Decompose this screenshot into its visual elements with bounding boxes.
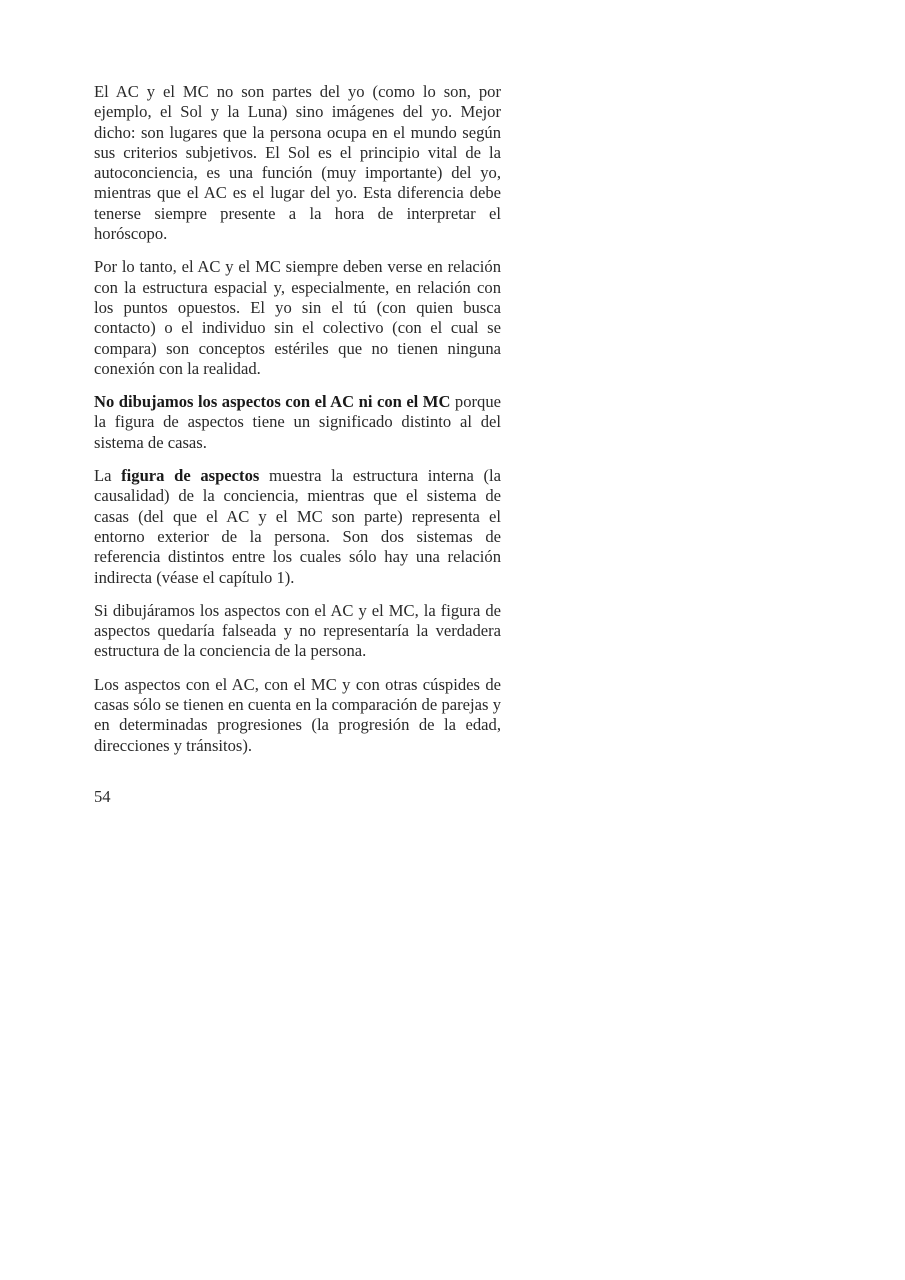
paragraph-5 [94, 601, 501, 662]
emphasis-term: figura de aspectos [121, 466, 260, 486]
paragraph-lead: La [94, 466, 122, 486]
paragraph-4 [94, 466, 501, 588]
paragraph-text: Si dibujáramos los aspectos con el AC y el MC, la figura de aspectos quedaría falseada y no representaría la verdadera estructura de la conciencia de la persona. [94, 600, 501, 661]
paragraph-2 [94, 257, 501, 379]
paragraph-6 [94, 675, 501, 756]
paragraph-text: Por lo tanto, el AC y el MC siempre deben verse en relación con la estructura espacial y, especialmente, en relación con los puntos opuestos. El yo sin el tú (con quien busca contacto) o el individuo sin el colectivo (con el cual se compara) son conceptos estériles que no tienen ninguna conexión con la realidad. [94, 257, 501, 378]
paragraph-text: Los aspectos con el AC, con el MC y con otras cúspides de casas sólo se tienen en cuenta en la comparación de parejas y en determinadas progresiones (la progresión de la edad, direcciones y tránsitos). [94, 674, 501, 755]
paragraph-3 [94, 392, 501, 453]
emphasis-heading: No dibujamos los aspectos con el AC ni con el MC [94, 392, 451, 412]
paragraph-text: muestra la estructura interna (la causalidad) de la conciencia, mientras que el sistema de casas (del que el AC y el MC son parte) representa el entorno exterior de la persona. Son dos sistemas de referencia distintos entre los cuales sólo hay una relación indirecta (véase el capítulo 1). [94, 466, 501, 587]
paragraph-1 [94, 82, 501, 244]
page-number: 54 [94, 787, 111, 806]
paragraph-text: El AC y el MC no son partes del yo (como lo son, por ejemplo, el Sol y la Luna) sino imágenes del yo. Mejor dicho: son lugares que la persona ocupa en el mundo según sus criterios subjetivos. El Sol es el principio vital de la autoconciencia, es una función (muy importante) del yo, mientras que el AC es el lugar del yo. Esta diferencia debe tenerse siempre presente a la hora de interpretar el horóscopo. [94, 82, 501, 244]
paragraph-text: porque la figura de aspectos tiene un significado distinto al del sistema de casas. [94, 392, 501, 452]
body-text [94, 82, 501, 769]
